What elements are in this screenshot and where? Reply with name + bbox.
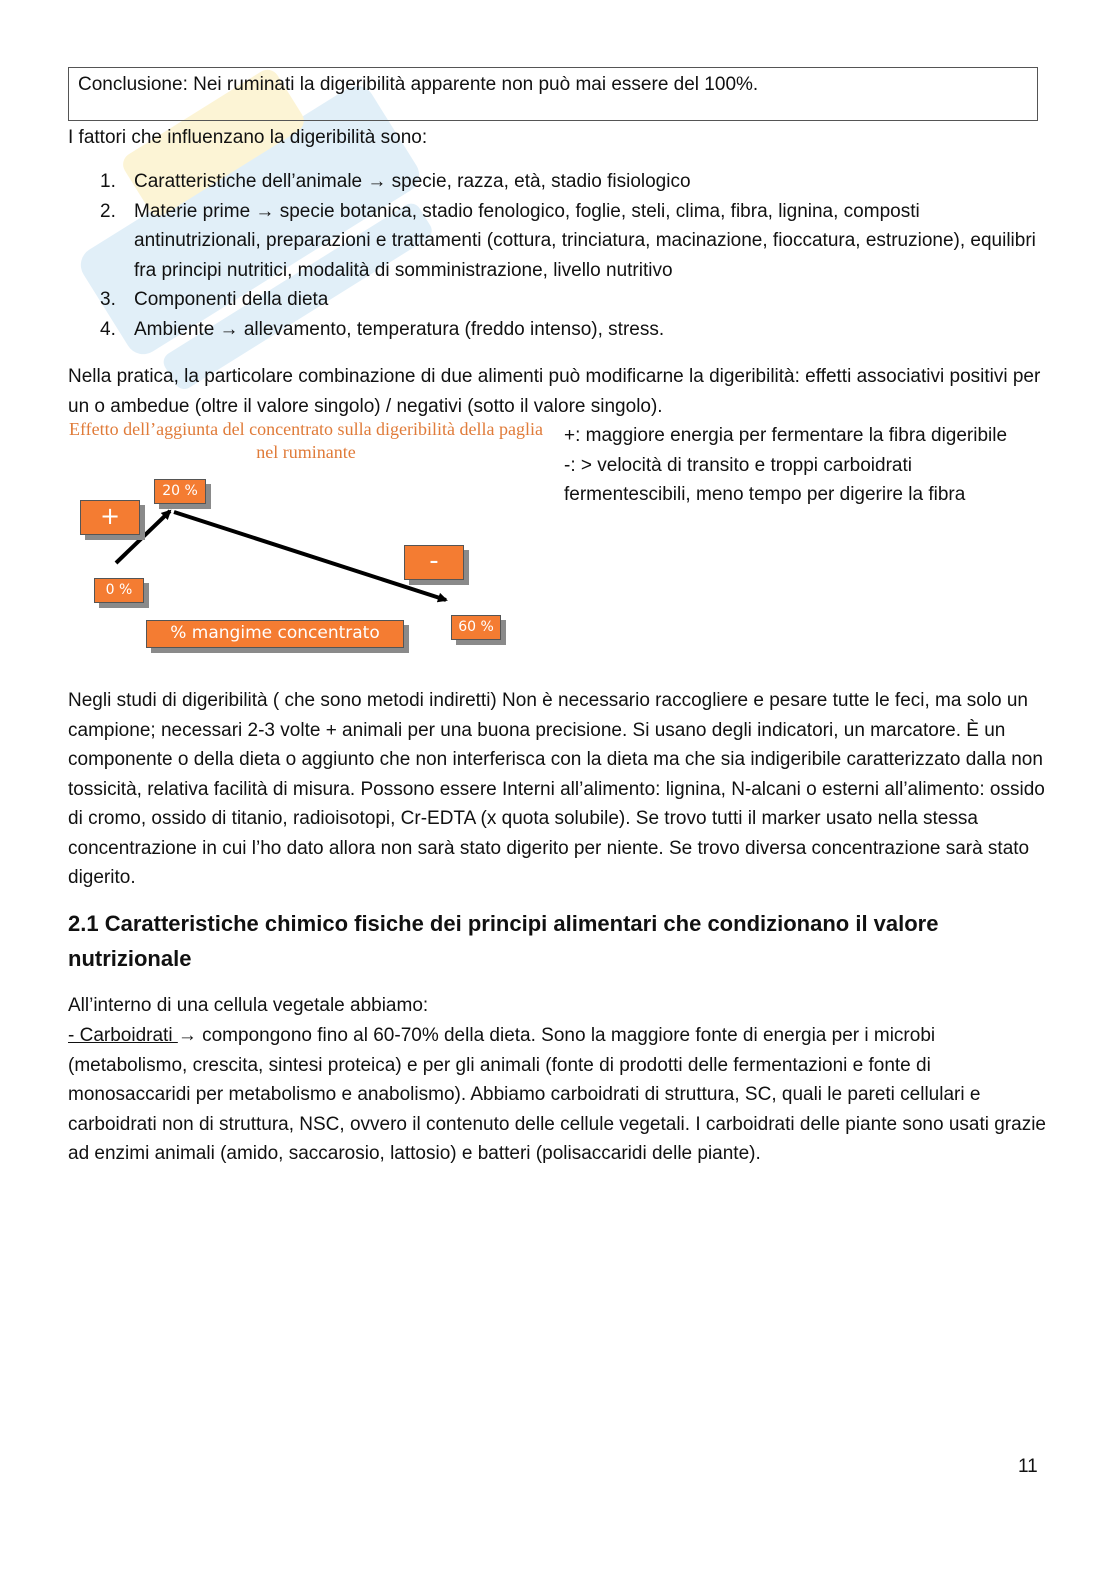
list-text: Ambiente → allevamento, temperatura (freddo intenso), stress. <box>134 318 665 340</box>
pratica-paragraph: Nella pratica, la particolare combinazione di due alimenti può modificarne la digeribilità: effetti associativi positivi per un o ambedue (oltre il valore singolo) / negativi (sotto il valore singolo). <box>68 366 1041 417</box>
list-item <box>68 285 1048 315</box>
list-item <box>68 167 1048 197</box>
plus-box: + <box>80 500 140 535</box>
list-text: Componenti della dieta <box>134 289 329 310</box>
factors-list <box>68 167 1048 344</box>
carboidrati-label: - Carboidrati <box>68 1025 178 1046</box>
x-axis-label: % mangime concentrato <box>146 620 404 648</box>
list-item <box>68 197 1048 286</box>
list-text: Materie prime → specie botanica, stadio fenologico, foglie, steli, clima, fibra, lignina, composti antinutrizionali, preparazioni e trattamenti (cottura, trinciatura, macinazione, fioccatura, estruzione), equilibri fra principi nutritici, modalità di somministrazione, livello nutritivo <box>134 200 1036 281</box>
list-text: Caratteristiche dell’animale → specie, razza, età, stadio fisiologico <box>134 171 691 192</box>
minus-box: - <box>404 545 464 580</box>
carboidrati-paragraph <box>68 1021 1048 1169</box>
list-item <box>68 315 1048 345</box>
list-number: 1. <box>100 171 116 192</box>
positive-effect-note: +: maggiore energia per fermentare la fibra digeribile <box>564 425 1008 446</box>
figure-side-notes <box>564 421 1034 510</box>
cellula-intro: All’interno di una cellula vegetale abbiamo: <box>68 995 429 1016</box>
digestibility-figure <box>68 418 548 668</box>
list-number: 3. <box>100 289 116 310</box>
label-60-percent: 60 % <box>451 615 501 640</box>
studi-paragraph: Negli studi di digeribilità ( che sono metodi indiretti) Non è necessario raccogliere e pesare tutte le feci, ma solo un campione; necessari 2-3 volte + animali per una buona precisione. Si usano degli indicatori, un marcatore. È un componente o della dieta o aggiunto che non interferisca con la dieta ma che sia indigeribile caratterizzato dalla non tossicità, relativa facilità di misura. Possono essere Interni all’alimento: lignina, N-alcani o esterni all’alimento: ossido di cromo, ossido di titanio, radioisotopi, Cr-EDTA (x quota solubile). Se trovo tutti il marker usato nella stessa concentrazione in cui l’ho dato allora non sarà stato digerito per niente. Se trovo diversa concentrazione sarà stato digerito. <box>68 690 1045 888</box>
conclusion-text: Conclusione: Nei ruminati la digeribilità apparente non può mai essere del 100%. <box>78 74 759 95</box>
list-number: 4. <box>100 318 116 340</box>
conclusion-box <box>68 67 1038 121</box>
list-number: 2. <box>100 200 116 222</box>
page-number: 11 <box>1018 1456 1038 1477</box>
factors-intro: I fattori che influenzano la digeribilità sono: <box>68 127 428 148</box>
carboidrati-text: → compongono fino al 60-70% della dieta. Sono la maggiore fonte di energia per i microbi (metabolismo, crescita, sintesi proteica) e per gli animali (fonte di prodotti delle fermentazioni e fonte di monosaccaridi per metabolismo e anabolismo). Abbiamo carboidrati di struttura, SC, quali le pareti cellulari e carboidrati non di struttura, NSC, ovvero il contenuto delle cellule vegetali. I carboidrati delle piante sono usati grazie ad enzimi animali (amido, saccarosio, lattosio) e batteri (polisaccaridi delle piante). <box>68 1025 1046 1164</box>
label-0-percent: 0 % <box>94 578 144 603</box>
figure-title: Effetto dell’aggiunta del concentrato sulla digeribilità della paglia nel ruminante <box>69 419 543 462</box>
section-heading: 2.1 Caratteristiche chimico fisiche dei principi alimentari che condizionano il valore nutrizionale <box>68 911 939 971</box>
negative-effect-note: -: > velocità di transito e troppi carboidrati fermentescibili, meno tempo per digerire la fibra <box>564 454 966 505</box>
label-20-percent: 20 % <box>154 479 206 504</box>
